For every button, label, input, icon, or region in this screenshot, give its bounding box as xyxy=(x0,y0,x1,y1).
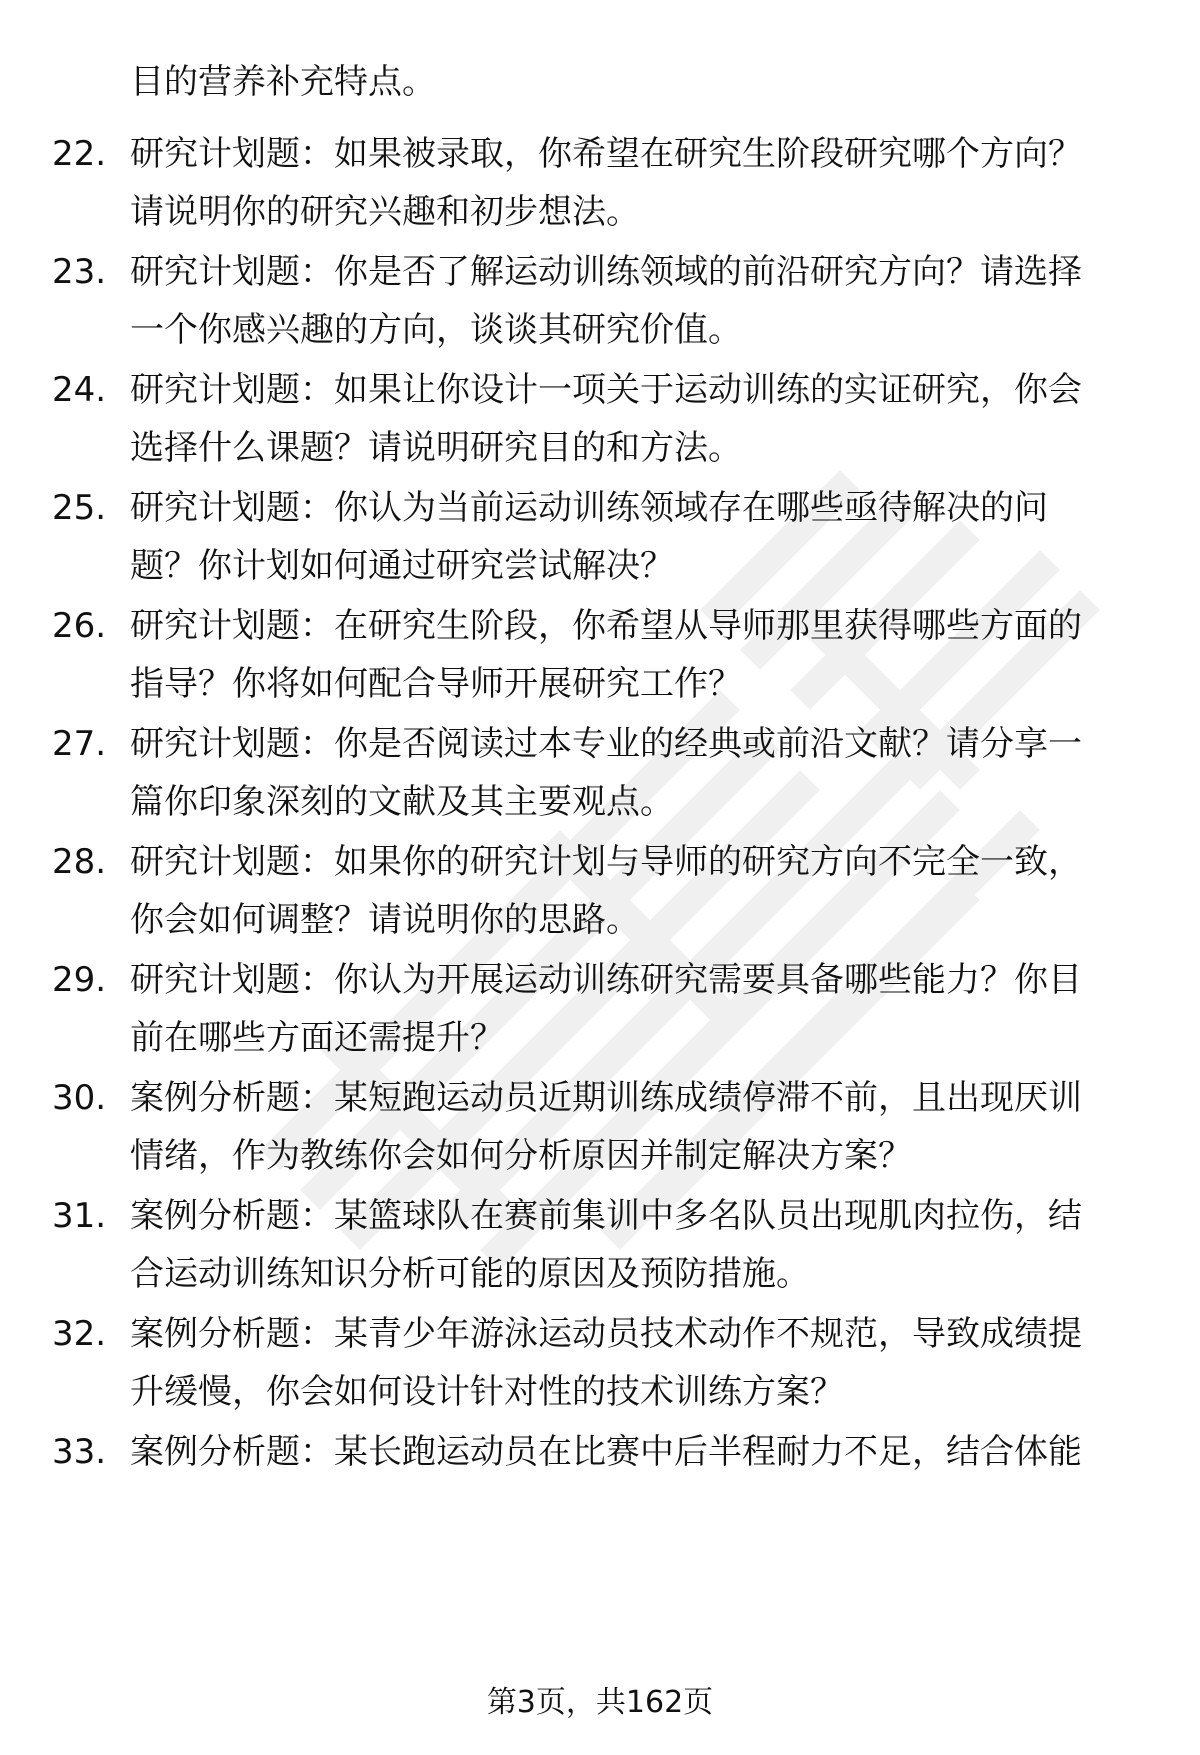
question-number: 31. xyxy=(52,1196,107,1236)
question-text xyxy=(130,1074,1150,1190)
question-line: 一个你感兴趣的方向，谈谈其研究价值。 xyxy=(130,310,742,350)
question-line: 篇你印象深刻的文献及其主要观点。 xyxy=(130,782,674,822)
question-line: 研究计划题：在研究生阶段，你希望从导师那里获得哪些方面的 xyxy=(130,606,1082,646)
question-number: 23. xyxy=(52,252,107,292)
question-line: 研究计划题：如果让你设计一项关于运动训练的实证研究，你会 xyxy=(130,370,1082,410)
question-number: 27. xyxy=(52,724,107,764)
question-line: 升缓慢，你会如何设计针对性的技术训练方案？ xyxy=(130,1372,844,1412)
question-line: 研究计划题：如果你的研究计划与导师的研究方向不完全一致， xyxy=(130,842,1082,882)
question-text xyxy=(130,484,1150,600)
question-line: 研究计划题：你是否了解运动训练领域的前沿研究方向？请选择 xyxy=(130,252,1082,292)
question-number: 25. xyxy=(52,488,107,528)
question-line: 研究计划题：你认为开展运动训练研究需要具备哪些能力？你目 xyxy=(130,960,1082,1000)
question-number: 22. xyxy=(52,134,107,174)
question-text xyxy=(130,1192,1150,1308)
question-line: 研究计划题：你是否阅读过本专业的经典或前沿文献？请分享一 xyxy=(130,724,1082,764)
question-number: 26. xyxy=(52,606,107,646)
question-line: 案例分析题：某长跑运动员在比赛中后半程耐力不足，结合体能 xyxy=(130,1432,1082,1472)
page-footer: 第3页，共162页 xyxy=(486,1685,714,1720)
question-line: 研究计划题：如果被录取，你希望在研究生阶段研究哪个方向？ xyxy=(130,134,1082,174)
question-line: 案例分析题：某青少年游泳运动员技术动作不规范，导致成绩提 xyxy=(130,1314,1082,1354)
question-text xyxy=(130,248,1150,364)
question-number: 24. xyxy=(52,370,107,410)
question-line: 案例分析题：某短跑运动员近期训练成绩停滞不前，且出现厌训 xyxy=(130,1078,1082,1118)
continuation-text: 目的营养补充特点。 xyxy=(130,62,436,102)
question-text xyxy=(130,720,1150,836)
question-line: 案例分析题：某篮球队在赛前集训中多名队员出现肌肉拉伤，结 xyxy=(130,1196,1082,1236)
question-number: 32. xyxy=(52,1314,107,1354)
question-text xyxy=(130,1310,1150,1426)
question-line: 题？你计划如何通过研究尝试解决？ xyxy=(130,546,674,586)
question-text xyxy=(130,956,1150,1072)
question-line: 指导？你将如何配合导师开展研究工作？ xyxy=(130,664,742,704)
question-number: 33. xyxy=(52,1432,107,1472)
question-text xyxy=(130,366,1150,482)
question-text xyxy=(130,602,1150,718)
question-line: 研究计划题：你认为当前运动训练领域存在哪些亟待解决的问 xyxy=(130,488,1048,528)
question-line: 前在哪些方面还需提升？ xyxy=(130,1018,504,1058)
question-number: 29. xyxy=(52,960,107,1000)
question-text xyxy=(130,1428,1150,1486)
question-text xyxy=(130,838,1150,954)
question-line: 选择什么课题？请说明研究目的和方法。 xyxy=(130,428,742,468)
question-line: 合运动训练知识分析可能的原因及预防措施。 xyxy=(130,1254,810,1294)
question-line: 情绪，作为教练你会如何分析原因并制定解决方案？ xyxy=(130,1136,912,1176)
question-text xyxy=(130,130,1150,246)
question-line: 请说明你的研究兴趣和初步想法。 xyxy=(130,192,640,232)
question-number: 30. xyxy=(52,1078,107,1118)
question-number: 28. xyxy=(52,842,107,882)
question-line: 你会如何调整？请说明你的思路。 xyxy=(130,900,640,940)
